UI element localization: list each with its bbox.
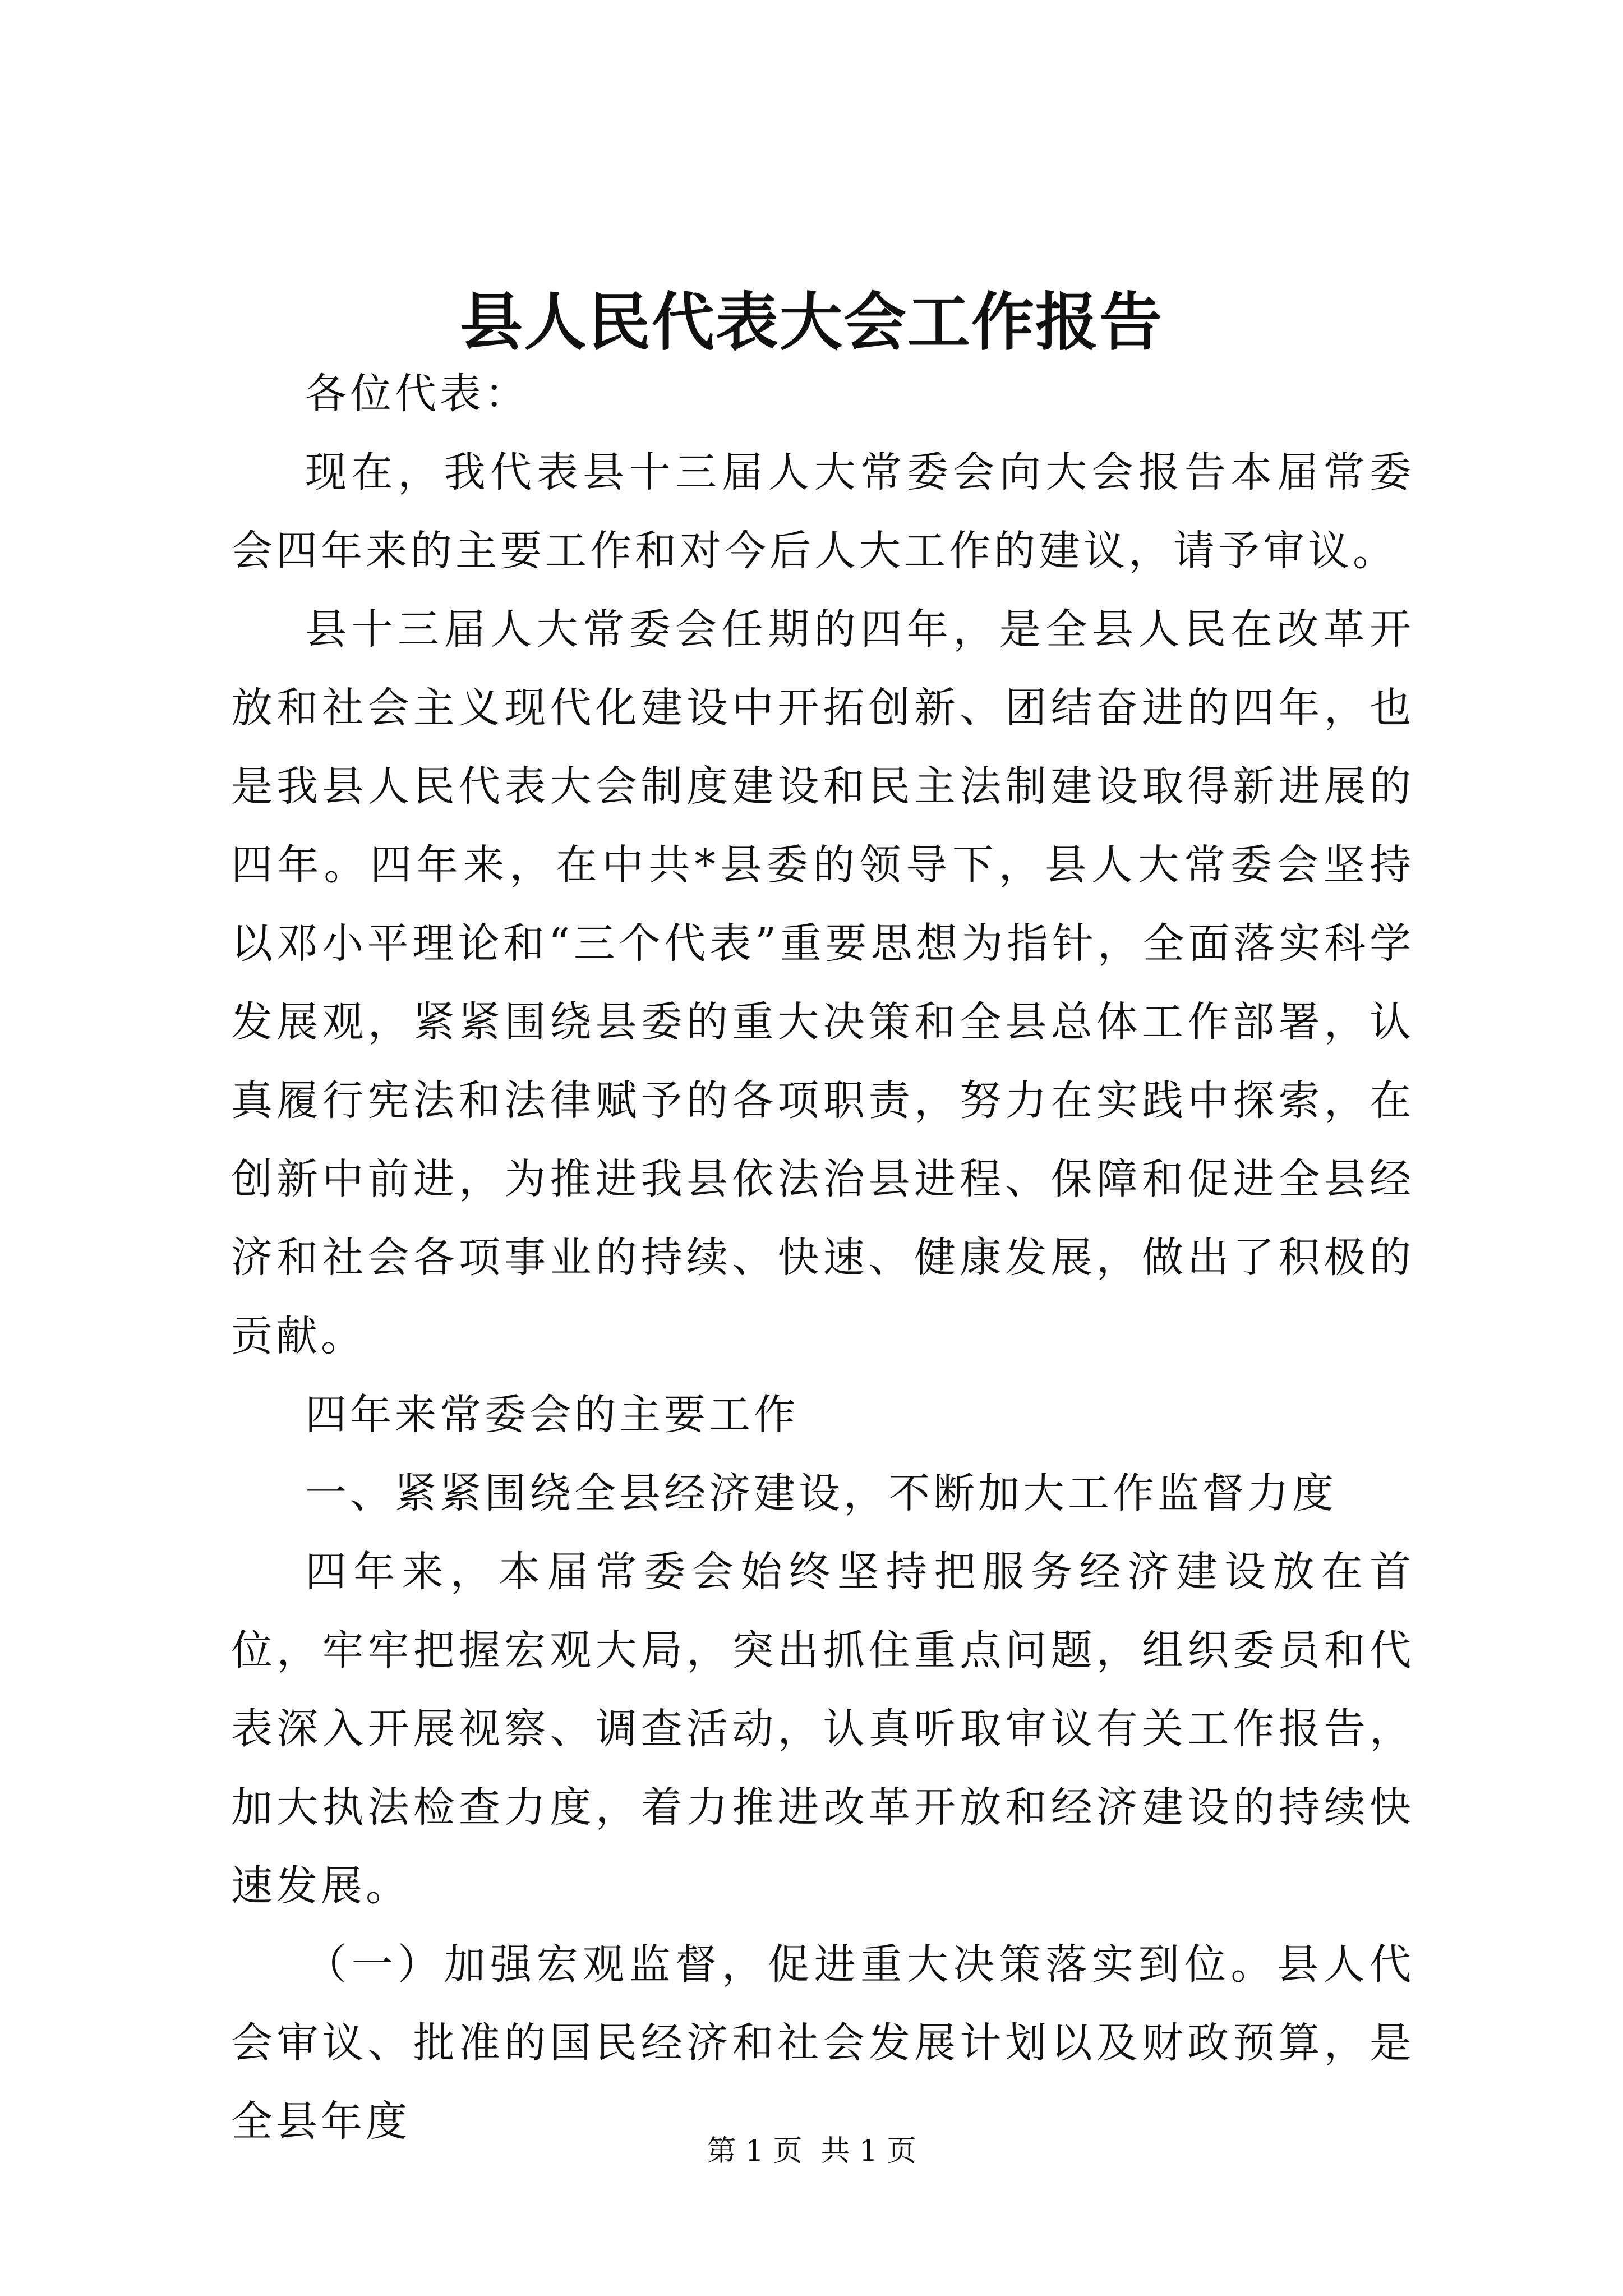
subsection-heading-1: 一、紧紧围绕全县经济建设，不断加大工作监督力度 bbox=[305, 1469, 1337, 1517]
paragraph-salutation: 各位代表： bbox=[305, 370, 529, 418]
paragraph-economic-work: 四年来，本届常委会始终坚持把服务经济建设放在首位，牢牢把握宏观大局，突出抓住重点问题，组织委员和代表深入开展视察、调查活动，认真听取审议有关工作报告，加大执法检查力度，着力推进改革开放和经济建设的持续快速发展。 bbox=[231, 1548, 1414, 1910]
page-footer bbox=[0, 2134, 1623, 2168]
page-number: 第 1 页 共 1 页 bbox=[707, 2134, 916, 2168]
document-body bbox=[231, 355, 1414, 2161]
section-heading: 四年来常委会的主要工作 bbox=[305, 1391, 799, 1439]
paragraph-overview: 县十三届人大常委会任期的四年，是全县人民在改革开放和社会主义现代化建设中开拓创新、团结奋进的四年，也是我县人民代表大会制度建设和民主法制建设取得新进展的四年。四年来，在中共*县委的领导下，县人大常委会坚持以邓小平理论和“三个代表”重要思想为指针，全面落实科学发展观，紧紧围绕县委的重大决策和全县总体工作部署，认真履行宪法和法律赋予的各项职责，努力在实践中探索，在创新中前进，为推进我县依法治县进程、保障和促进全县经济和社会各项事业的持续、快速、健康发展，做出了积极的贡献。 bbox=[231, 605, 1414, 1360]
document-title: 县人民代表大会工作报告 bbox=[460, 286, 1163, 359]
paragraph-macro-supervision: （一）加强宏观监督，促进重大决策落实到位。县人代会审议、批准的国民经济和社会发展计划以及财政预算，是全县年度 bbox=[231, 1940, 1414, 2146]
paragraph-intro: 现在，我代表县十三届人大常委会向大会报告本届常委会四年来的主要工作和对今后人大工作的建议，请予审议。 bbox=[231, 448, 1414, 575]
